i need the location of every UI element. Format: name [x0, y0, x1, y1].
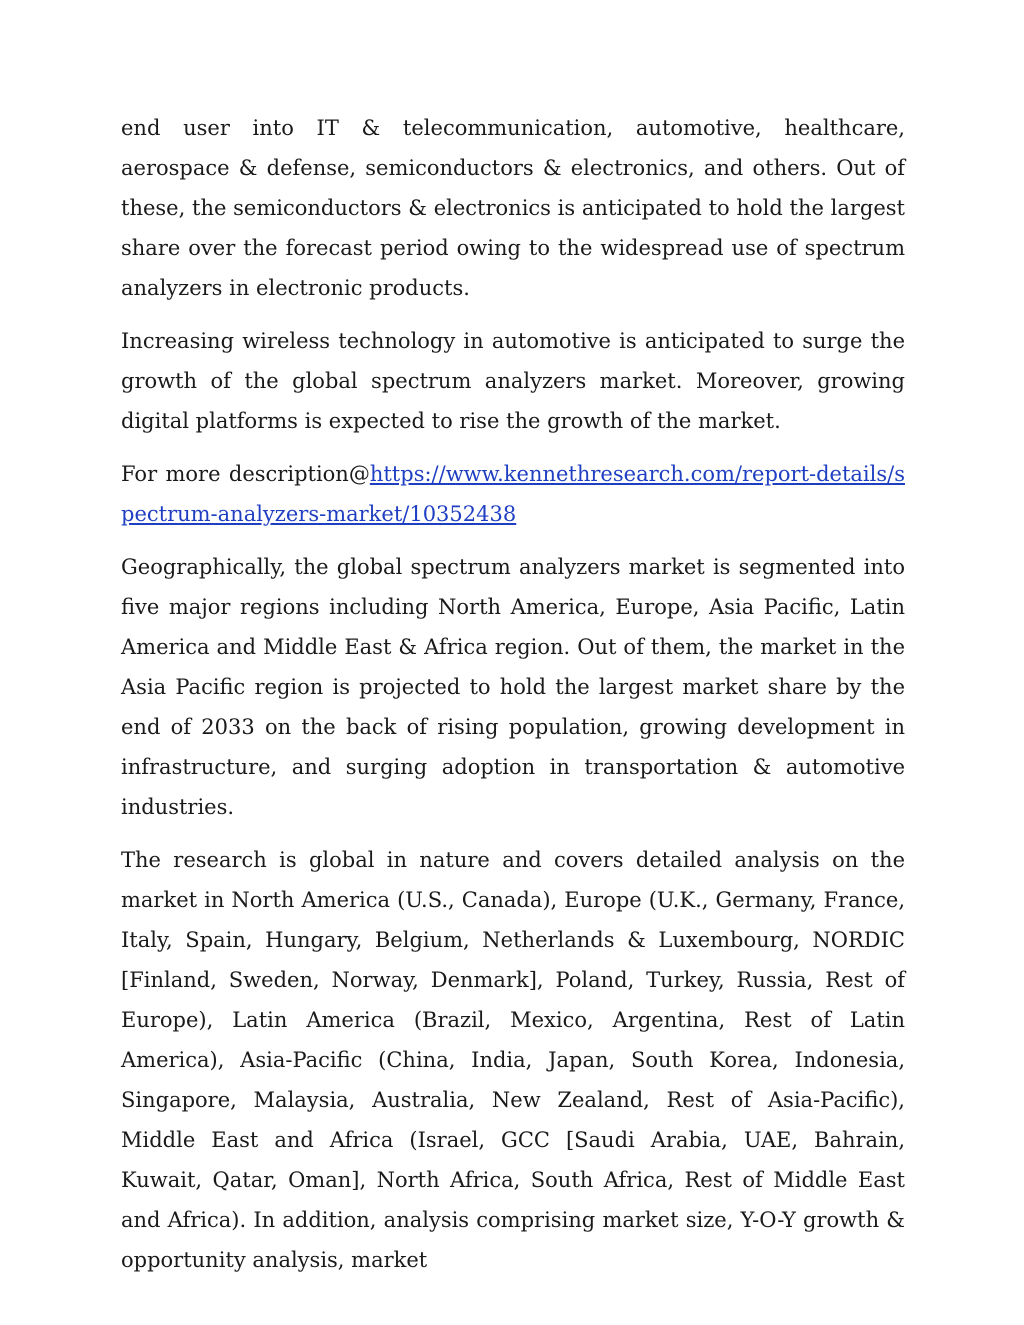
- report-details-link[interactable]: https://www.kennethresearch.com/report-details/spectrum-analyzers-market/10352438: [121, 462, 905, 526]
- paragraph-geography: Geographically, the global spectrum analyzers market is segmented into five major regions including North America, Europe, Asia Pacific, Latin America and Middle East & Africa region. Out of them, the market in the Asia Pacific region is projected to hold the largest market share by the end of 2033 on the back of rising population, growing development in infrastructure, and surging adoption in transportation & automotive industries.: [121, 555, 905, 819]
- paragraph-end-user-segments: end user into IT & telecommunication, automotive, healthcare, aerospace & defense, semiconductors & electronics, and others. Out of these, the semiconductors & electronics is anticipated to hold the largest share over the forecast period owing to the widespread use of spectrum analyzers in electronic products.: [121, 116, 905, 300]
- description-prefix: For more description@: [121, 462, 370, 486]
- document-page: [121, 108, 905, 1293]
- paragraph-wireless-technology: Increasing wireless technology in automotive is anticipated to surge the growth of the global spectrum analyzers market. Moreover, growing digital platforms is expected to rise the growth of the market.: [121, 329, 905, 433]
- paragraph-more-description: [121, 454, 905, 534]
- paragraph-research-coverage: The research is global in nature and covers detailed analysis on the market in North America (U.S., Canada), Europe (U.K., Germany, France, Italy, Spain, Hungary, Belgium, Netherlands & Luxembourg, NORDIC [Finland, Sweden, Norway, Denmark], Poland, Turkey, Russia, Rest of Europe), Latin America (Brazil, Mexico, Argentina, Rest of Latin America), Asia-Pacific (China, India, Japan, South Korea, Indonesia, Singapore, Malaysia, Australia, New Zealand, Rest of Asia-Pacific), Middle East and Africa (Israel, GCC [Saudi Arabia, UAE, Bahrain, Kuwait, Qatar, Oman], North Africa, South Africa, Rest of Middle East and Africa). In addition, analysis comprising market size, Y-O-Y growth & opportunity analysis, market: [121, 848, 905, 1272]
